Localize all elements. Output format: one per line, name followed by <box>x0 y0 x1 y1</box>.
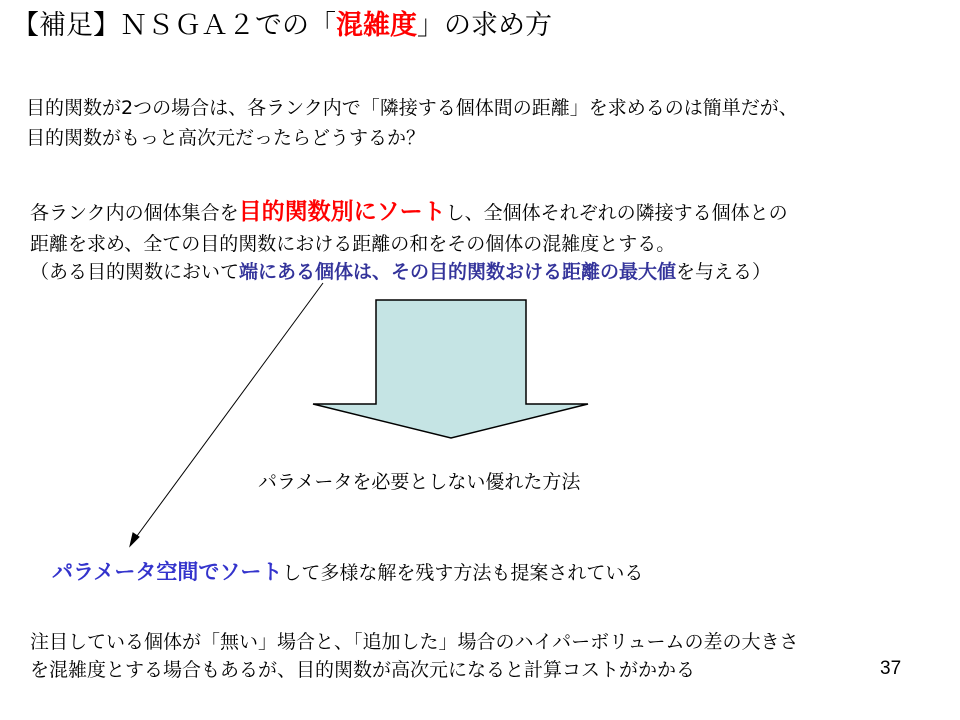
method-line1-prefix: 各ランク内の個体集合を <box>30 202 239 224</box>
title-text-before: ＮＳＧＡ２での「 <box>120 10 336 41</box>
method-line3-prefix: （ある目的関数において <box>30 261 240 283</box>
title-text-after: 」の求め方 <box>417 10 552 41</box>
title-accent: 混雑度 <box>336 10 417 41</box>
method-line3-emph: 端にある個体は、その目的関数おける距離の最大値 <box>239 261 677 283</box>
down-arrow-shape <box>313 300 588 438</box>
method-line1-suffix: し、全個体それぞれの隣接する個体との <box>445 202 788 224</box>
pointer-arrow-line <box>134 283 323 540</box>
arrow-caption: パラメータを必要としない優れた方法 <box>258 471 581 493</box>
hypervolume-line-2: を混雑度とする場合もあるが、目的関数が高次元になると計算コストがかかる <box>30 659 696 681</box>
hypervolume-line-1: 注目している個体が「無い」場合と、「追加した」場合のハイパーボリュームの差の大きさ <box>30 631 799 653</box>
page-number: 37 <box>880 658 902 679</box>
title-bracket-label: 【補足】 <box>12 10 120 41</box>
param-sort-rest: して多様な解を残す方法も提案されている <box>282 562 644 584</box>
method-line1-emph: 目的関数別にソート <box>238 199 446 225</box>
method-line-2: 距離を求め、全ての目的関数における距離の和をその個体の混雑度とする。 <box>30 233 676 255</box>
param-sort-line <box>52 558 643 587</box>
intro-line-1: 目的関数が2つの場合は、各ランク内で「隣接する個体間の距離」を求めるのは簡単だが、 <box>26 97 798 119</box>
param-sort-emph: パラメータ空間でソート <box>52 560 283 584</box>
method-line3-suffix: を与える） <box>676 261 772 283</box>
intro-line-2: 目的関数がもっと高次元だったらどうするか？ <box>26 127 426 149</box>
